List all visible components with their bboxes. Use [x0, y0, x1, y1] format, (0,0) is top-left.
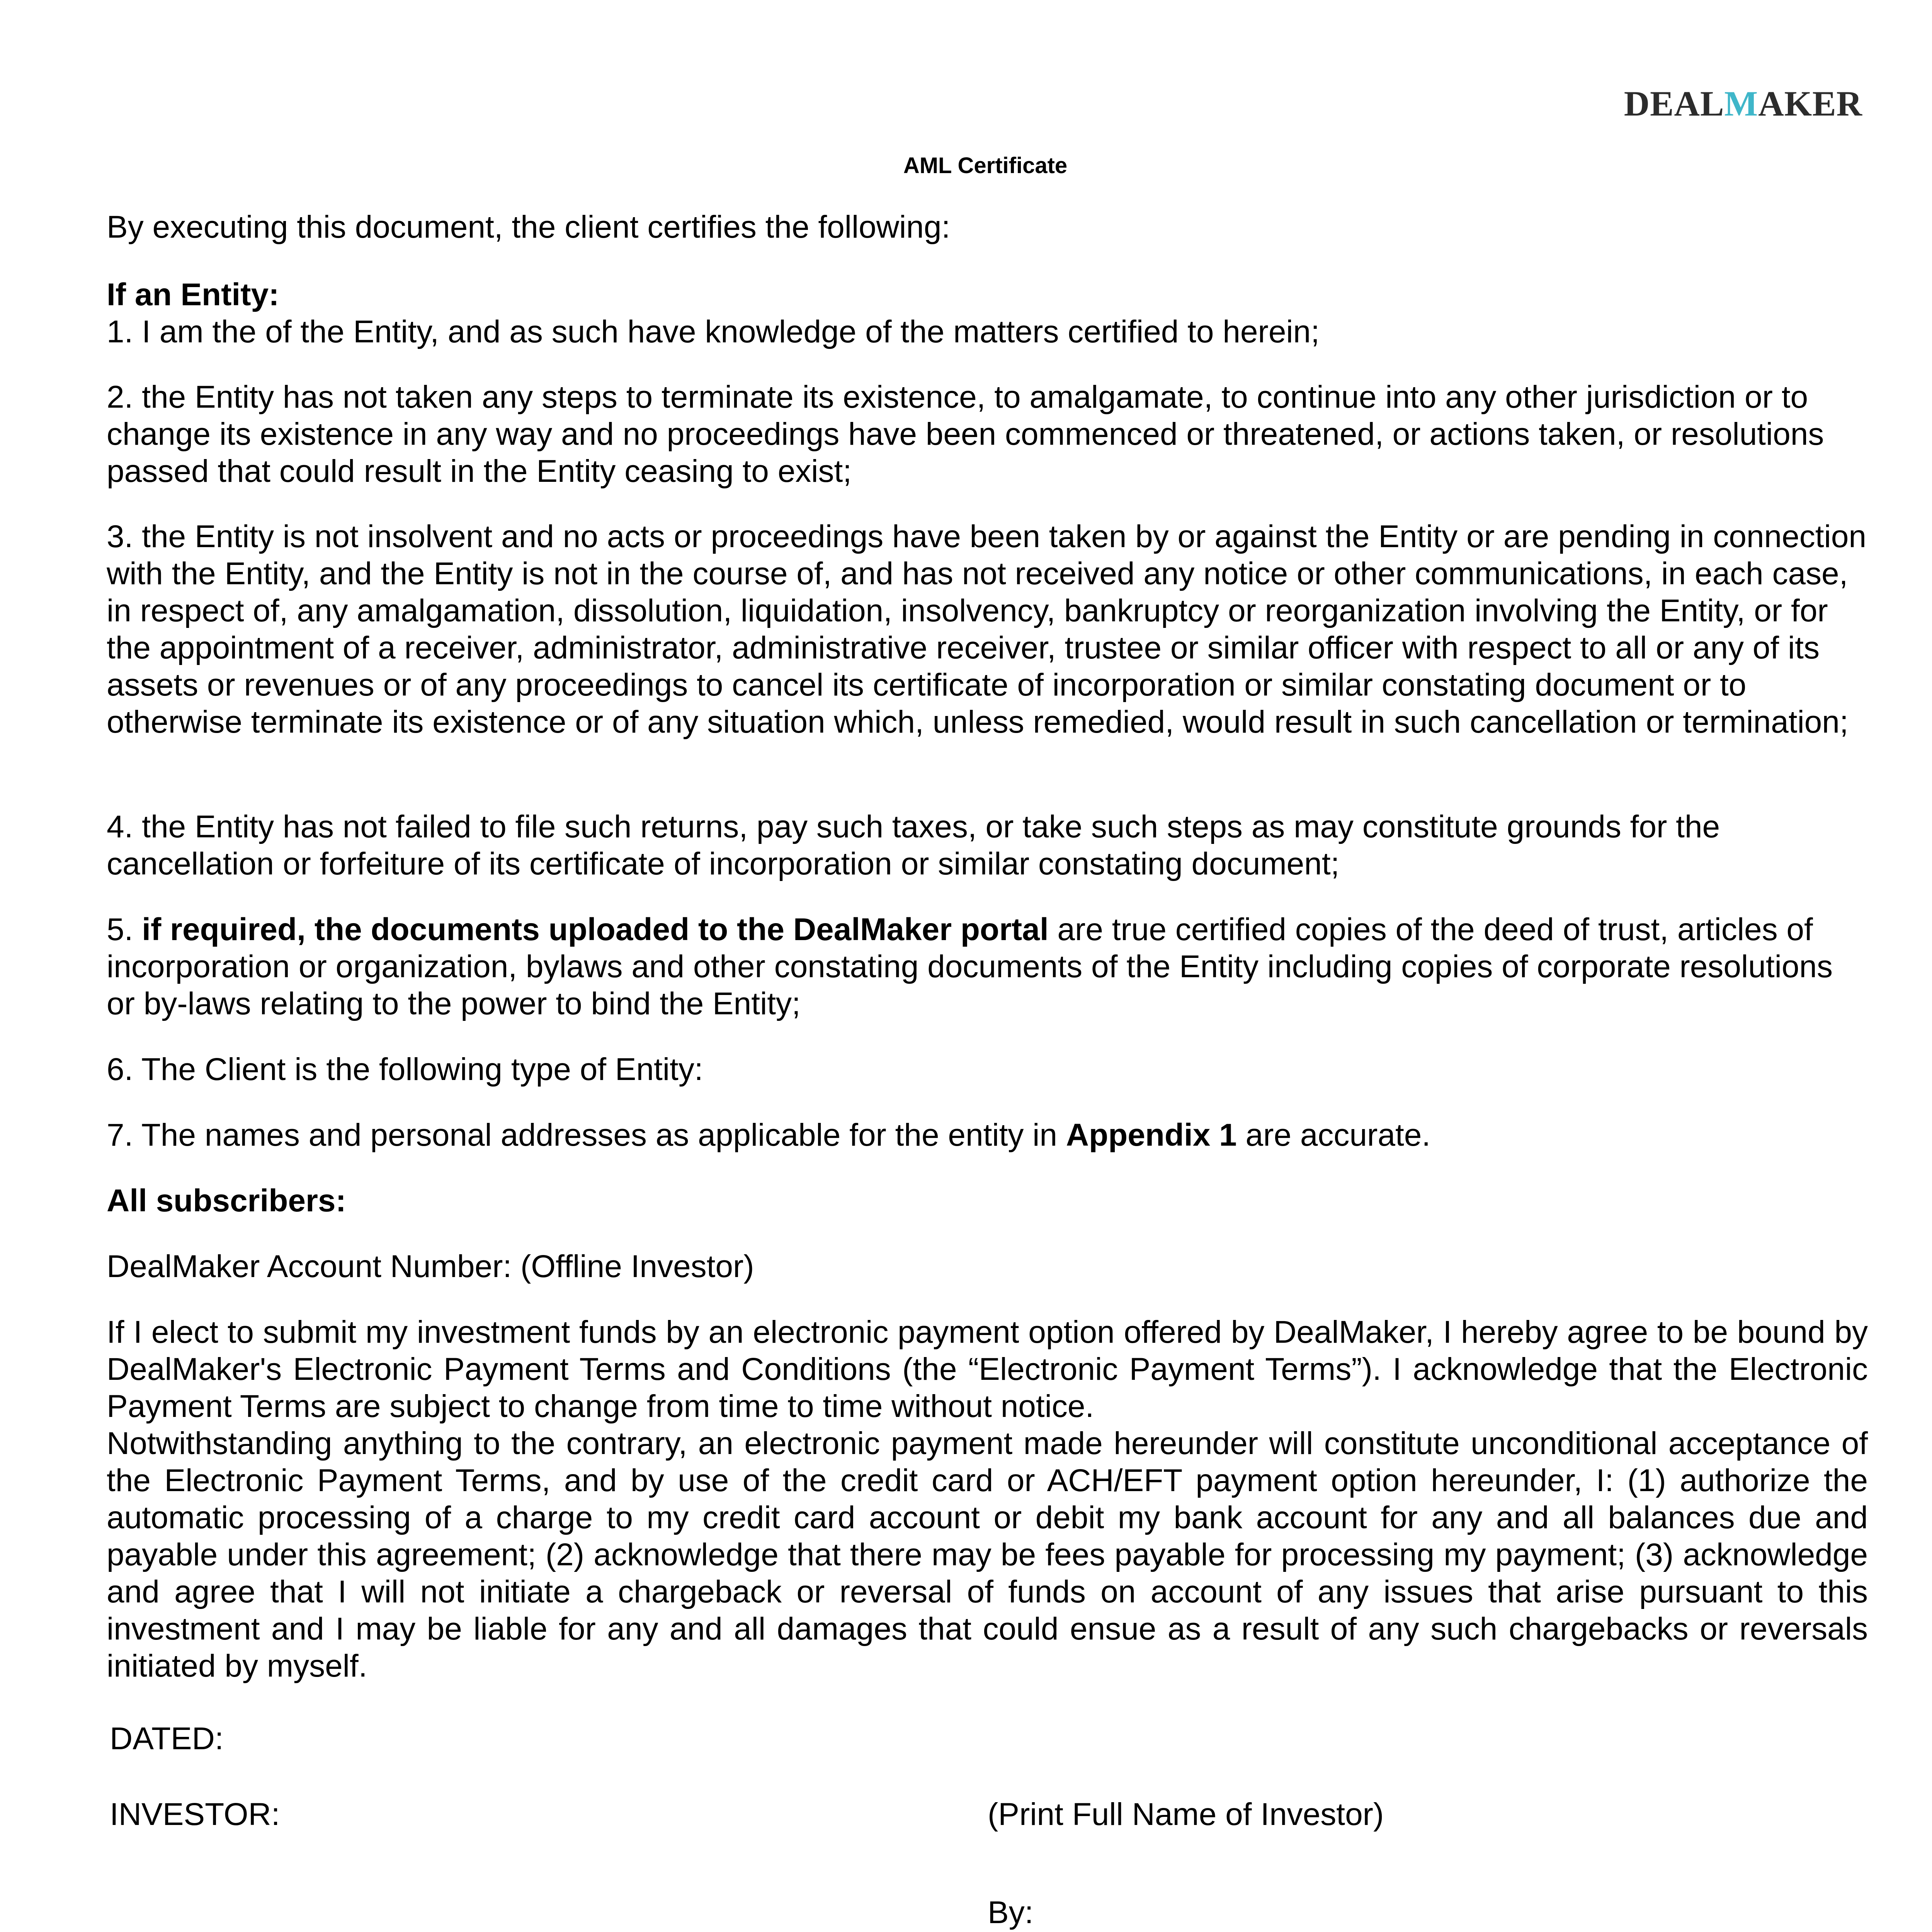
- certification-item-5: [107, 911, 1868, 1022]
- item-7-text: 7. The names and personal addresses as applicable for the entity in: [107, 1117, 1066, 1153]
- account-number-line: DealMaker Account Number: (Offline Investor): [107, 1249, 754, 1284]
- certification-item-2: 2. the Entity has not taken any steps to terminate its existence, to amalgamate, to continue into any other jurisdiction or to change its existence in any way and no proceedings have been commenced or threatened, or actions taken, or resolutions passed that could result in the Entity ceasing to exist;: [107, 379, 1824, 489]
- certification-item-3: 3. the Entity is not insolvent and no acts or proceedings have been taken by or against the Entity or are pending in connection with the Entity, and the Entity is not in the course of, and has not received any notice or other communications, in each case, in respect of, any amalgamation, dissolution, liquidation, insolvency, bankruptcy or reorganization involving the Entity, or for the appointment of a receiver, administrator, administrative receiver, trustee or similar officer with respect to all or any of its assets or revenues or of any proceedings to cancel its certificate of incorporation or similar constating document or to otherwise terminate its existence or of any situation which, unless remedied, would result in such cancellation or termination;: [107, 519, 1866, 740]
- print-name-label: (Print Full Name of Investor): [988, 1797, 1384, 1832]
- logo-text-part2: AKER: [1758, 84, 1862, 123]
- payment-acceptance-paragraph: Notwithstanding anything to the contrary, an electronic payment made hereunder will constitute unconditional acceptance of the Electronic Payment Terms, and by use of the credit card or ACH/EFT payment option hereunder, I: (1) authorize the automatic processing of a charge to my credit card account or debit my bank account for any and all balances due and payable under this agreement; (2) acknowledge that there may be fees payable for processing my payment; (3) acknowledge and agree that I will not initiate a chargeback or reversal of funds on account of any issues that arise pursuant to this investment and I may be liable for any and all damages that could ensue as a result of any such chargebacks or reversals initiated by myself.: [107, 1426, 1868, 1684]
- item-5-number: 5.: [107, 912, 142, 947]
- certification-item-6: 6. The Client is the following type of Entity:: [107, 1052, 703, 1087]
- entity-section-heading: If an Entity:: [107, 277, 279, 312]
- item-7-appendix-reference: Appendix 1: [1066, 1117, 1237, 1153]
- dated-label: DATED:: [110, 1721, 224, 1756]
- item-5-bold-text: if required, the documents uploaded to the DealMaker portal: [142, 912, 1049, 947]
- dealmaker-logo: [1624, 86, 1862, 121]
- logo-text-part1: DEAL: [1624, 84, 1725, 123]
- item-5-rest-text: are true certified copies of the deed of trust, articles of incorporation or organization, bylaws and other constating documents of the Entity including copies of corporate resolutions or by-laws relating to the power to bind the Entity;: [107, 912, 1833, 1021]
- certification-item-4: 4. the Entity has not failed to file such returns, pay such taxes, or take such steps as may constitute grounds for the cancellation or forfeiture of its certificate of incorporation or similar constating document;: [107, 809, 1720, 881]
- certification-item-1: 1. I am the of the Entity, and as such have knowledge of the matters certified to herein;: [107, 314, 1320, 349]
- investor-label: INVESTOR:: [110, 1797, 280, 1832]
- subscribers-section-heading: All subscribers:: [107, 1183, 346, 1218]
- document-title: AML Certificate: [903, 153, 1068, 178]
- item-7-rest-text: are accurate.: [1236, 1117, 1431, 1153]
- logo-text-accent: M: [1724, 84, 1759, 123]
- intro-statement: By executing this document, the client certifies the following:: [107, 209, 951, 245]
- by-label: By:: [988, 1895, 1034, 1930]
- certification-item-7: [107, 1117, 1868, 1154]
- electronic-payment-paragraph: If I elect to submit my investment funds by an electronic payment option offered by DealMaker, I hereby agree to be bound by DealMaker's Electronic Payment Terms and Conditions (the “Electronic Payment Terms”). I acknowledge that the Electronic Payment Terms are subject to change from time to time without notice.: [107, 1315, 1868, 1424]
